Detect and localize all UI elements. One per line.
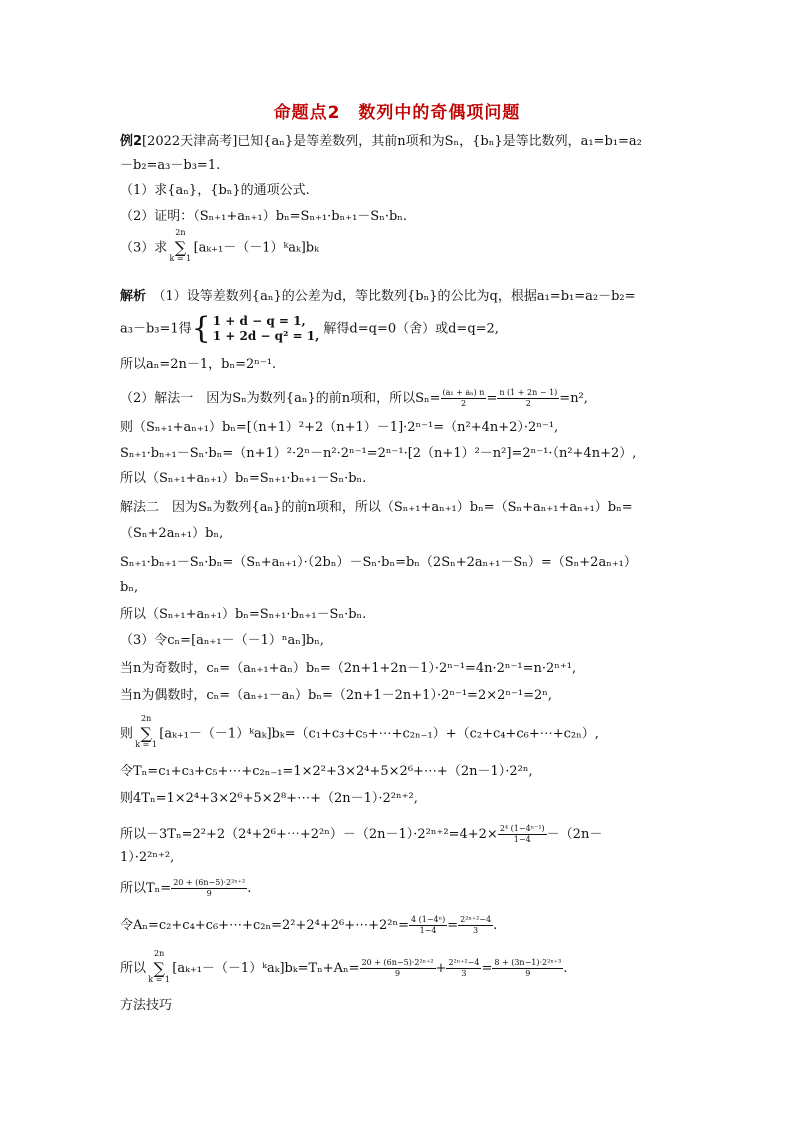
fraction-den: 2 [525, 399, 531, 408]
fraction-den: 2 [460, 399, 467, 408]
question-3-prefix: （3）求 [120, 240, 168, 256]
solution-text-21-suffix: . [247, 881, 252, 896]
sum-symbol [135, 714, 158, 749]
solution-line-7: 所以（Sₙ₊₁+aₙ₊₁）bₙ=Sₙ₊₁·bₙ₊₁－Sₙ·bₙ. [120, 471, 367, 486]
sum-lower: k = 1 [148, 974, 171, 984]
solution-text-2-suffix: 解得d=q=0（舍）或d=q=2, [323, 321, 499, 337]
solution-text-16-prefix: 则 [120, 726, 134, 742]
solution-text-1: （1）设等差数列{aₙ}的公差为d，等比数列{bₙ}的公比为q，根据a₁=b₁=a₂－b₂= [159, 289, 636, 304]
fraction [360, 958, 436, 979]
solution-text-4-suffix: =n², [559, 391, 588, 406]
fraction [498, 824, 547, 845]
fraction [171, 878, 247, 899]
solution-line-22 [120, 915, 497, 936]
fraction-den: 1−4 [513, 835, 531, 844]
fraction-num: n (1 + 2n − 1) [499, 388, 558, 397]
fraction-num: (a₁ + aₙ) n [442, 388, 485, 397]
plus-sign: + [435, 961, 447, 976]
solution-line-1 [120, 289, 636, 305]
fraction-den: 9 [206, 889, 212, 898]
question-1: （1）求{aₙ}，{bₙ}的通项公式. [120, 183, 310, 198]
fraction [446, 958, 481, 979]
question-3-expr: [aₖ₊₁－（－1）ᵏaₖ]bₖ [193, 240, 319, 256]
solution-line-17: 令Tₙ=c₁+c₃+c₅+⋯+c₂ₙ₋₁=1×2²+3×2⁴+5×2⁶+⋯+（2n－1）·2²ⁿ, [120, 764, 533, 779]
sum-sign: ∑ [140, 724, 152, 743]
solution-text-16-suffix: [aₖ₊₁－（－1）ᵏaₖ]bₖ=（c₁+c₃+c₅+⋯+c₂ₙ₋₁）+（c₂+c₄+c₆+⋯+c₂ₙ）, [159, 726, 599, 742]
sum-symbol [169, 228, 192, 263]
question-2: （2）证明：（Sₙ₊₁+aₙ₊₁）bₙ=Sₙ₊₁·bₙ₊₁－Sₙ·bₙ. [120, 209, 408, 224]
sum-sign: ∑ [174, 238, 187, 257]
solution-text-19-prefix: 所以－3Tₙ=2²+2（2⁴+2⁶+⋯+2²ⁿ）－（2n－1）·2²ⁿ⁺²=4+2× [120, 827, 498, 842]
solution-text-2-prefix: a₃－b₃=1得 [120, 321, 192, 337]
sum-sign: ∑ [153, 958, 165, 978]
fraction-num: 4 (1−4ⁿ) [410, 915, 446, 924]
sum-upper: 2n [154, 948, 165, 958]
fraction-den: 3 [473, 926, 479, 935]
sum-upper: 2n [175, 228, 186, 237]
fraction-den: 3 [461, 969, 467, 978]
fraction-num: 2⁴ (1−4ⁿ⁻¹) [499, 824, 545, 833]
equation-1: 1 + d − q = 1, [212, 314, 306, 328]
solution-line-13: （3）令cₙ=[aₙ₊₁－（－1）ⁿaₙ]bₙ, [120, 633, 325, 648]
example-label: 例2 [120, 134, 143, 149]
equals-sign: = [481, 961, 493, 976]
solution-line-4: （2）解法一 因为Sₙ为数列{aₙ}的前n项和，所以Sₙ= $\frac{\text{(a₁ + aₙ) n}}{2}$ = $\frac{n (1 + 2n - 1)}{2}$ =n², [120, 388, 588, 408]
fraction [458, 915, 493, 936]
fraction-num: 2²ⁿ⁺²−4 [448, 958, 480, 967]
fraction-num: 20 + (6n−5)·2²ⁿ⁺² [361, 958, 434, 967]
solution-line-8: 解法二 因为Sₙ为数列{aₙ}的前n项和，所以（Sₙ₊₁+aₙ₊₁）bₙ=（Sₙ+aₙ₊₁+aₙ₊₁）bₙ= [120, 500, 633, 515]
fraction-num: 2²ⁿ⁺²−4 [460, 915, 492, 924]
solution-text-23-mid: [aₖ₊₁－（－1）ᵏaₖ]bₖ=Tₙ+Aₙ= [172, 961, 360, 976]
solution-text-19-suffix: －（2n－ [546, 827, 603, 842]
solution-line-2 [120, 311, 499, 346]
solution-line-6: Sₙ₊₁·bₙ₊₁－Sₙ·bₙ=（n+1）²·2ⁿ－n²·2ⁿ⁻¹=2ⁿ⁻¹·[2（n+1）²－n²]=2ⁿ⁻¹·（n²+4n+2）, [120, 446, 637, 461]
question-3 [120, 228, 319, 263]
solution-text-22-suffix: . [493, 918, 498, 933]
solution-line-21 [120, 878, 251, 899]
solution-line-3: 所以aₙ=2n－1，bₙ=2ⁿ⁻¹. [120, 357, 277, 372]
page-title: 命题点2 数列中的奇偶项问题 [273, 103, 521, 123]
solution-line-15: 当n为偶数时，cₙ=（aₙ₊₁－aₙ）bₙ=（2n+1－2n+1）·2ⁿ⁻¹=2×2ⁿ⁻¹=2ⁿ, [120, 688, 552, 703]
sum-upper: 2n [141, 714, 152, 723]
solution-line-11: bₙ, [120, 580, 139, 595]
solution-line-20: 1）·2²ⁿ⁺², [120, 850, 175, 865]
fraction [497, 388, 559, 409]
solution-text-23-suffix: . [563, 961, 568, 976]
solution-text-22-prefix: 令Aₙ=c₂+c₄+c₆+⋯+c₂ₙ=2²+2⁴+2⁶+⋯+2²ⁿ= [120, 918, 409, 933]
solution-line-5: 则（Sₙ₊₁+aₙ₊₁）bₙ=[（n+1）²+2（n+1）－1]·2ⁿ⁻¹=（n²+4n+2）·2ⁿ⁻¹, [120, 420, 559, 435]
sum-lower: k = 1 [135, 740, 158, 749]
fraction [441, 388, 487, 409]
method-label: 方法技巧 [120, 998, 173, 1013]
solution-text-23-prefix: 所以 [120, 961, 147, 976]
solution-text-4-prefix: （2）解法一 因为Sₙ为数列{aₙ}的前n项和，所以Sₙ= [120, 391, 441, 406]
solution-line-14: 当n为奇数时，cₙ=（aₙ₊₁+aₙ）bₙ=（2n+1+2n－1）·2ⁿ⁻¹=4n·2ⁿ⁻¹=n·2ⁿ⁺¹, [120, 661, 577, 676]
example-stem-line1 [120, 134, 642, 150]
fraction-den: 1−4 [419, 926, 437, 935]
solution-text-21-prefix: 所以Tₙ= [120, 881, 172, 896]
fraction-den: 9 [395, 969, 401, 978]
system-brace: { [191, 311, 211, 346]
equation-system [213, 314, 320, 344]
solution-line-12: 所以（Sₙ₊₁+aₙ₊₁）bₙ=Sₙ₊₁·bₙ₊₁－Sₙ·bₙ. [120, 607, 367, 622]
solution-line-16 [120, 714, 599, 749]
example-stem: 已知{aₙ}是等差数列，其前n项和为Sₙ，{bₙ}是等比数列，a₁=b₁=a₂ [237, 134, 642, 149]
solution-line-10: Sₙ₊₁·bₙ₊₁－Sₙ·bₙ=（Sₙ+aₙ₊₁）·（2bₙ）－Sₙ·bₙ=bₙ（2Sₙ+2aₙ₊₁－Sₙ）=（Sₙ+2aₙ₊₁） [120, 555, 637, 570]
solution-line-18: 则4Tₙ=1×2⁴+3×2⁶+5×2⁸+⋯+（2n－1）·2²ⁿ⁺², [120, 791, 418, 806]
solution-line-9: （Sₙ+2aₙ₊₁）bₙ, [120, 526, 224, 541]
example-stem-line2: －b₂=a₃－b₃=1. [120, 158, 221, 173]
fraction-num: 20 + (6n−5)·2²ⁿ⁺² [173, 878, 246, 887]
fraction-den: 9 [525, 969, 531, 978]
fraction-num: 8 + (3n−1)·2²ⁿ⁺³ [494, 958, 562, 967]
fraction [492, 958, 563, 979]
equals-sign: = [447, 918, 459, 933]
solution-label: 解析 [120, 289, 147, 304]
sum-symbol [148, 948, 171, 984]
solution-line-23 [120, 948, 568, 984]
equation-2: 1 + 2d − q² = 1, [212, 329, 320, 343]
sum-lower: k = 1 [169, 254, 192, 263]
example-source: [2022天津高考] [142, 134, 238, 149]
fraction [409, 915, 447, 936]
solution-line-19 [120, 824, 602, 845]
